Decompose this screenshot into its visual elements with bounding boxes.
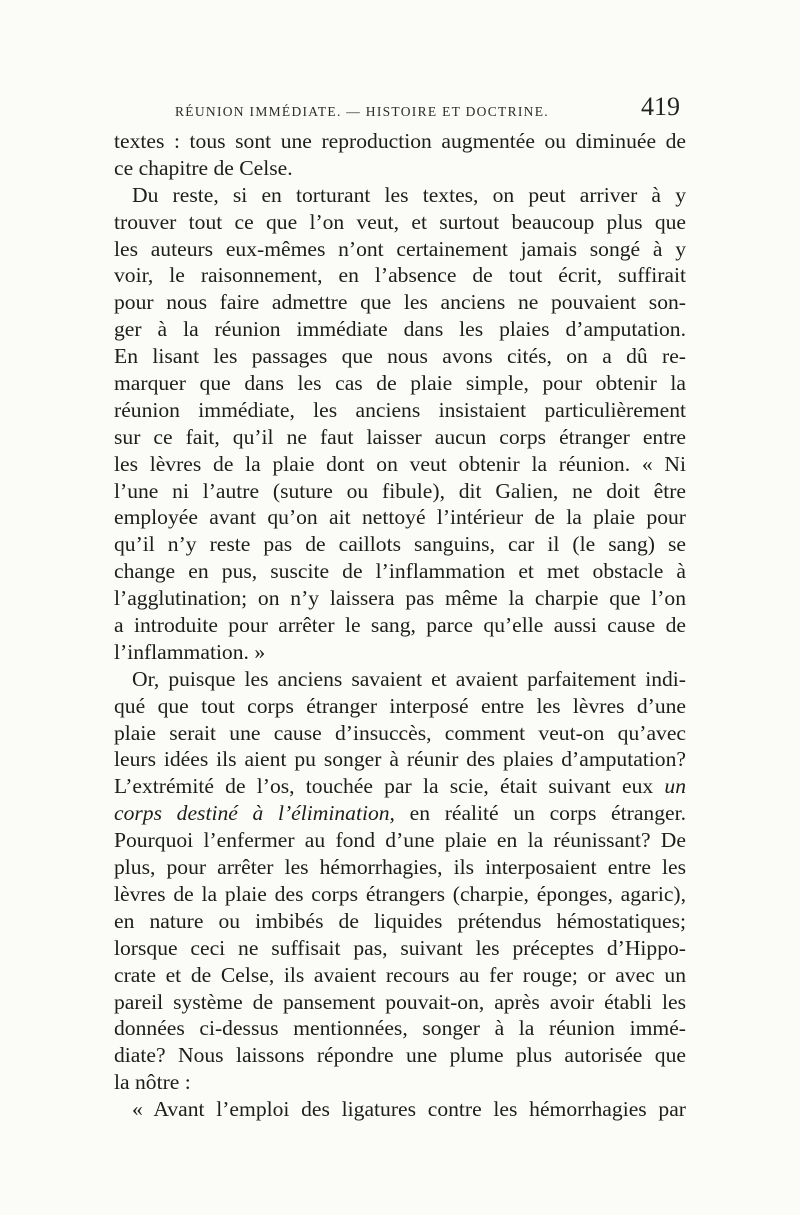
text-line: corps destiné à l’élimination, en réalité un corps étranger. — [114, 801, 686, 826]
text-line: lèvres de la plaie des corps étrangers (charpie, éponges, agaric), — [114, 881, 686, 906]
text-line: Du reste, si en torturant les textes, on peut arriver à y — [132, 182, 686, 207]
text-line: les lèvres de la plaie dont on veut obtenir la réunion. « Ni — [114, 451, 686, 476]
text-line: la nôtre : — [114, 1070, 191, 1095]
text-line: change en pus, suscite de l’inflammation et met obstacle à — [114, 559, 686, 584]
text-line: plus, pour arrêter les hémorrhagies, ils interposaient entre les — [114, 855, 686, 880]
text-line: sur ce fait, qu’il ne faut laisser aucun corps étranger entre — [114, 424, 686, 449]
text-line: l’inflammation. » — [114, 639, 266, 664]
text-line: employée avant qu’on ait nettoyé l’intérieur de la plaie pour — [114, 505, 686, 530]
text-line: qué que tout corps étranger interposé entre les lèvres d’une — [114, 693, 686, 718]
text-line: crate et de Celse, ils avaient recours au fer rouge; or avec un — [114, 962, 686, 987]
text-line: a introduite pour arrêter le sang, parce qu’elle aussi cause de — [114, 613, 686, 638]
text-line: En lisant les passages que nous avons cités, on a dû re- — [114, 344, 686, 369]
text-line: L’extrémité de l’os, touchée par la scie, était suivant eux un — [114, 774, 686, 799]
running-head — [113, 92, 680, 126]
text-line: pareil système de pansement pouvait-on, après avoir établi les — [114, 989, 686, 1014]
text-line: réunion immédiate, les anciens insistaient particulièrement — [114, 397, 686, 422]
text-line: en nature ou imbibés de liquides prétendus hémostatiques; — [114, 908, 686, 933]
text-line: Pourquoi l’enfermer au fond d’une plaie en la réunissant? De — [114, 828, 686, 853]
text-line: lorsque ceci ne suffisait pas, suivant les préceptes d’Hippo- — [114, 935, 686, 960]
text-line: qu’il n’y reste pas de caillots sanguins, car il (le sang) se — [114, 532, 686, 557]
text-line: trouver tout ce que l’on veut, et surtout beaucoup plus que — [114, 209, 686, 234]
text-line: ce chapitre de Celse. — [114, 155, 293, 180]
text-line: textes : tous sont une reproduction augmentée ou diminuée de — [114, 129, 686, 153]
text-line: plaie serait une cause d’insuccès, comment veut-on qu’avec — [114, 720, 686, 745]
page-number: 419 — [641, 92, 680, 121]
text-line: ger à la réunion immédiate dans les plaies d’amputation. — [114, 317, 686, 342]
text-line: données ci-dessus mentionnées, songer à la réunion immé- — [114, 1016, 686, 1041]
text-line: l’agglutination; on n’y laissera pas même la charpie que l’on — [114, 586, 686, 611]
text-line: diate? Nous laissons répondre une plume plus autorisée que — [114, 1043, 686, 1068]
text-line: l’une ni l’autre (suture ou fibule), dit Galien, ne doit être — [114, 478, 686, 503]
body-text — [114, 128, 686, 1123]
text-line: « Avant l’emploi des ligatures contre les hémorrhagies par — [132, 1097, 686, 1122]
text-line: pour nous faire admettre que les anciens ne pouvaient son- — [114, 290, 686, 315]
text-line: leurs idées ils aient pu songer à réunir des plaies d’amputation? — [114, 747, 686, 772]
text-line: marquer que dans les cas de plaie simple, pour obtenir la — [114, 371, 686, 396]
text-line: les auteurs eux-mêmes n’ont certainement jamais songé à y — [114, 236, 686, 261]
running-title: RÉUNION IMMÉDIATE. — HISTOIRE ET DOCTRINE. — [175, 104, 549, 119]
text-line: voir, le raisonnement, en l’absence de tout écrit, suffirait — [114, 263, 686, 288]
text-line: Or, puisque les anciens savaient et avaient parfaitement indi- — [132, 666, 686, 691]
